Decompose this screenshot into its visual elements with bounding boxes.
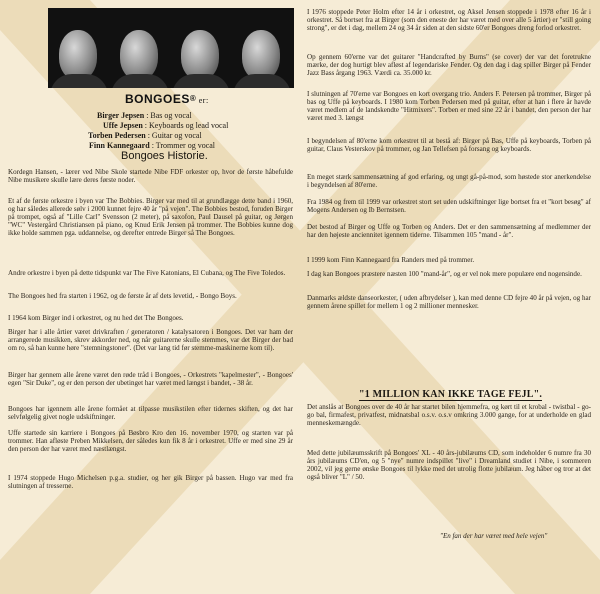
history-paragraph: I 1964 kom Birger ind i orkestret, og nu hed det The Bongoes. (8, 314, 184, 322)
history-paragraph: I dag kan Bongoes præstere næsten 100 "mand-år", og er vel nok mere populære end nogensinde. (307, 270, 582, 278)
million-heading: "1 MILLION KAN IKKE TAGE FEJL". (359, 389, 543, 400)
member-portrait (233, 16, 291, 88)
band-photo (48, 8, 294, 88)
history-paragraph: Et af de første orkestre i byen var The Bobbies. Birger var med til at grundlægge dette band i 1960, og har således allerede sølv i 2000 kunnet fejre 40 år "på vejen". The Bobbies bestod, foruden Birger på trompet, også af "Lille Carl" Svensson (2 meter), på saxofon, Paul Dausel på guitar, og Jørgen "WC" Vestergård Christiansen på piano, og Knud Erik Jensen på trommer. The Bobbies kunne dog ikke holde sammen pga. uddannelse, og derefter entrede Birger så The Bongoes. (8, 197, 293, 238)
history-paragraph: The Bongoes hed fra starten i 1962, og de første år af dets levetid, - Bongo Boys. (8, 292, 237, 300)
closing-quote: "En fan der har været med hele vejen" (440, 532, 548, 540)
history-paragraph: Det anslås at Bongoes over de 40 år har startet bilen hjemmefra, og kørt til et krobal - twistbal - go-go bal, firmafest, privatfest, midnatsbal o.s.v. o.s.v omkring 3.000 gange, for at underholde en glad menneskemængde. (307, 403, 591, 428)
member-portrait (172, 16, 230, 88)
member-line: Finn Kannegaard : Trommer og vocal (89, 141, 216, 150)
history-paragraph: Danmarks ældste danseorkester, ( uden afbrydelser ), kan med denne CD fejre 40 år på vejen, og har gennem årene spillet for mellem 1 og 2 millioner mennesker. (307, 294, 591, 311)
history-paragraph: Andre orkestre i byen på dette tidspunkt var The Five Katonians, El Cubana, og The Five Toledos. (8, 269, 286, 277)
history-heading: Bongoes Historie. (121, 150, 208, 162)
history-paragraph: En meget stærk sammensætning af god erfaring, og ungt gå-på-mod, som høstede stor anerkendelse i begyndelsen af 80'erne. (307, 173, 591, 190)
history-paragraph: I slutningen af 70'erne var Bongoes en kort overgang trio. Anders F. Petersen på trommer, Birger på bas og Uffe på keyboards. I 1980 kom Torben Pedersen med på guitar, efter at han i flere år havde været medlem af de landskendte "Hitmixers". Torben er med sine 22 år i bandet, den person der har været med 3. længst (307, 90, 591, 123)
history-paragraph: Birger har i alle årtier været drivkraften / generatoren / katalysatoren i Bongoes. Det var ham der arrangerede musikken, skrev akkorder ned, og når guitarerne skulle stemmes, var det Birger der bad om ro, så han kunne høre "stemningstoner". (Det var lang tid før stemme-maskinerne kom til). (8, 328, 293, 353)
band-name: BONGOES® er: (125, 92, 209, 106)
history-paragraph: I 1999 kom Finn Kannegaard fra Randers med på trommer. (307, 256, 475, 264)
history-paragraph: Op gennem 60'erne var det guitarer "Handcrafted by Burns" (se cover) der var det foretrukne mærke, der dog hurtigt blev afløst af legendariske Fender. Og den dag i dag spiller Birger på Fender Jazz Bass årgang 1963. Værdi ca. 35.000 kr. (307, 53, 591, 78)
history-paragraph: Uffe startede sin karriere i Bongoes på Bøsbro Kro den 16. november 1970, og starten var på trommer. Han afløste Preben Mikkelsen, der således kun fik 8 år i orkestret. Uffe er med sine 29 år den person der har været med næstlængst. (8, 429, 293, 454)
member-portrait (111, 16, 169, 88)
member-portrait (50, 16, 108, 88)
history-paragraph: I 1976 stoppede Peter Holm efter 14 år i orkestret, og Aksel Jensen stoppede i 1978 efter 16 år i orkestret. Så bortset fra at Birger (som den eneste der har været med over alle 5 årtier) er "still going strong", er det i dag, mellem 24 og 34 år siden at den sidste 60'er Bongoes dreng forlod orkestret. (307, 8, 591, 33)
history-paragraph: Bongoes har igennem alle årene formået at tilpasse musikstilen efter tidernes skiften, og det har selvfølgelig givet nogle udskiftninger. (8, 405, 293, 422)
member-line: Uffe Jepsen : Keyboards og lead vocal (103, 121, 229, 130)
history-paragraph: Birger har gennem alle årene været den røde tråd i Bongoes, - Orkestrets "kapelmester", - Bongoes' egen "Sir Duke", og er den person der ubetinget har været med længst i bandet, - 38 år. (8, 371, 293, 388)
member-line: Torben Pedersen : Guitar og vocal (88, 131, 202, 140)
history-paragraph: Med dette jubilæumsskrift på Bongoes' XL - 40 års-jubilæums CD, som indeholder 6 numre fra 30 års jubilæums CD'en, og 5 "nye" numre indspillet "live" i Dreamland studiet i Nibe, i sommeren 2002, vil jeg gerne ønske Bongoes til lykke med det utrolig flotte jubilæum. Jeg håber og tror at det også bliver "L" / 50. (307, 449, 591, 482)
history-paragraph: Kordegn Hansen, - lærer ved Nibe Skole startede Nibe FDF orkester op, hvor de første håbefulde Nibe musikere skulle lære deres første noder. (8, 168, 293, 185)
member-line: Birger Jepsen : Bas og vocal (97, 111, 192, 120)
history-paragraph: Fra 1984 og frem til 1999 var orkestret stort set uden udskiftninger lige bortset fra et "kort besøg" af Mogens Andersen og Ib Bernstsen. (307, 198, 591, 215)
history-paragraph: Det bestod af Birger og Uffe og Torben og Anders. Det er den sammensætning af medlemmer der har den højeste anciennitet igennem tiderne. Tilsammen 105 "mand - år". (307, 223, 591, 240)
history-paragraph: I 1974 stoppede Hugo Michelsen p.g.a. studier, og her gik Birger på bassen. Hugo var med fra slutningen af tresserne. (8, 474, 293, 491)
history-paragraph: I begyndelsen af 80'erne kom orkestret til at bestå af: Birger på Bas, Uffe på keyboards, Torben på guitar, Claus Vesterskov på trommer, og Jan Tellefsen på forsang og keyboards. (307, 137, 591, 154)
